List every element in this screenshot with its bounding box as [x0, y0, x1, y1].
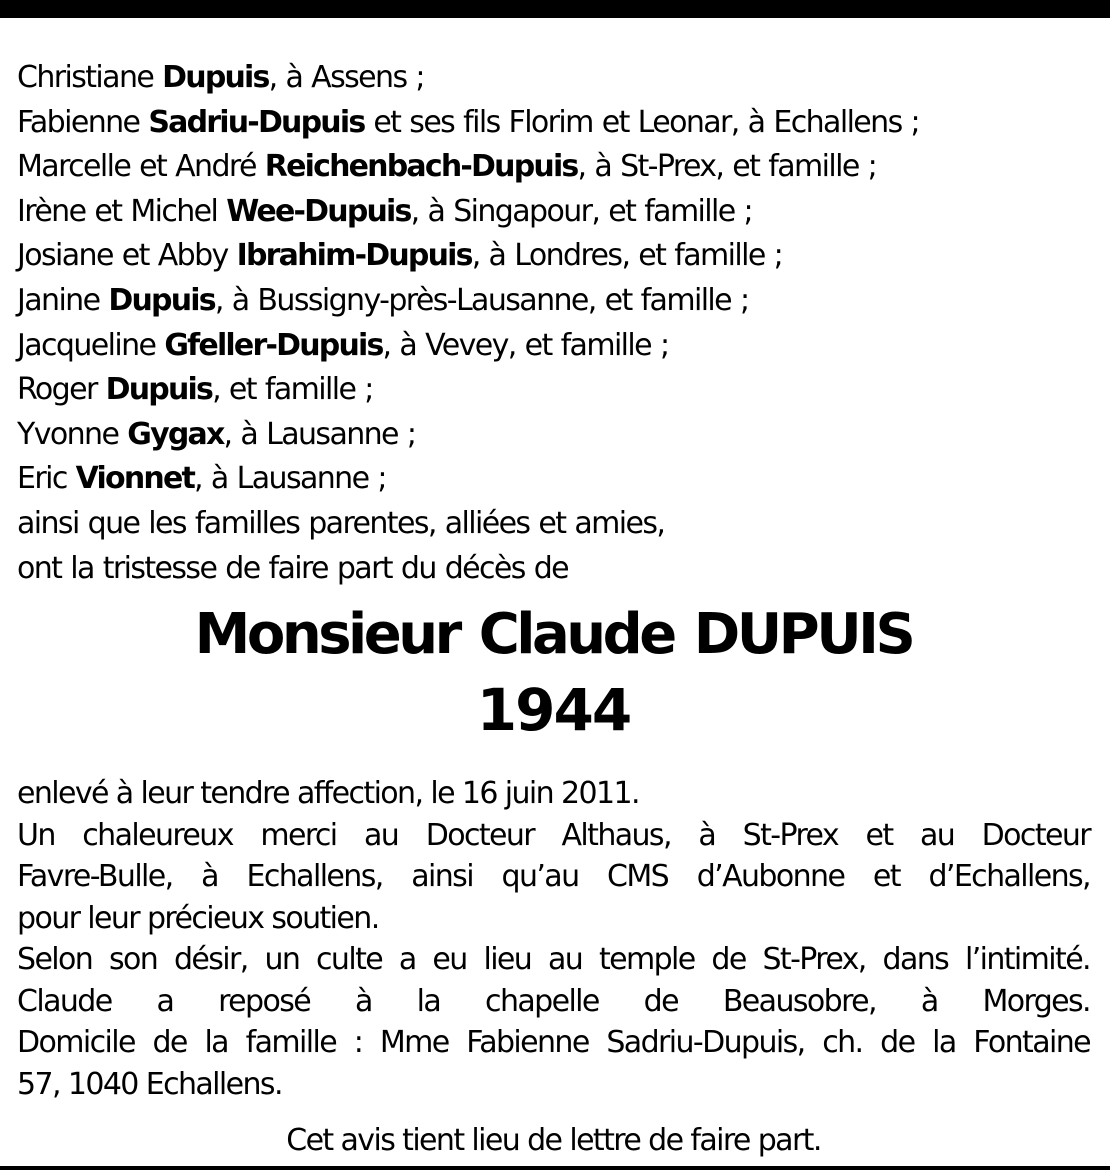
body-line: Domicile de la famille : Mme Fabienne Sadriu-Dupuis, ch. de la Fontaine [17, 1025, 1090, 1061]
member-surname: Vionnet [75, 461, 195, 497]
family-member-line [17, 457, 1090, 502]
body-line: Un chaleureux merci au Docteur Althaus, à St-Prex et au Docteur [17, 817, 1090, 853]
bottom-rule [0, 1166, 1110, 1170]
member-names: Eric [17, 461, 76, 497]
member-names: Roger [17, 372, 106, 408]
body-line: Selon son désir, un culte a eu lieu au temple de St-Prex, dans l’intimité. [17, 942, 1090, 978]
intro-line: ainsi que les familles parentes, alliées et amies, [17, 505, 665, 541]
body-line: pour leur précieux soutien. [17, 900, 379, 936]
family-member-line [17, 145, 1090, 190]
member-location: , à Assens ; [268, 60, 424, 95]
member-location: , à Bussigny-près-Lausanne, et famille ; [214, 282, 749, 318]
member-location: , à Singapour, et famille ; [410, 193, 753, 229]
member-surname: Dupuis [108, 282, 215, 318]
family-member-line [17, 56, 1090, 101]
family-member-line [17, 234, 1090, 279]
body-line: Favre-Bulle, à Echallens, ainsi qu’au CMS d’Aubonne et d’Echallens, [17, 859, 1090, 895]
member-surname: Dupuis [105, 372, 213, 408]
body-line: enlevé à leur tendre affection, le 16 juin 2011. [17, 776, 639, 812]
closing-note: Cet avis tient lieu de lettre de faire part. [286, 1123, 821, 1159]
deceased-name: Monsieur Claude DUPUIS [194, 602, 913, 668]
family-member-line [17, 368, 1090, 413]
body-line: Claude a reposé à la chapelle de Beausobre, à Morges. [17, 983, 1090, 1019]
member-names: Christiane [17, 60, 163, 95]
member-surname: Wee-Dupuis [226, 193, 411, 229]
obituary-notice [17, 56, 1090, 1163]
member-surname: Dupuis [162, 60, 269, 95]
family-list [17, 56, 1090, 502]
top-rule [0, 0, 1110, 18]
member-names: Janine [17, 282, 109, 318]
body-line: 57, 1040 Echallens. [17, 1066, 282, 1102]
member-location: et ses fils Florim et Leonar, à Echallens ; [364, 104, 920, 140]
member-surname: Reichenbach-Dupuis [264, 149, 578, 185]
intro-text [17, 502, 1090, 591]
family-member-line [17, 413, 1090, 458]
family-member-line [17, 324, 1090, 369]
deceased-block [17, 603, 1090, 743]
member-names: Jacqueline [17, 327, 165, 363]
member-names: Irène et Michel [17, 193, 227, 229]
member-location: , à Lausanne ; [223, 416, 416, 452]
deceased-birth-year: 1944 [476, 676, 631, 745]
member-location: , à Londres, et famille ; [471, 238, 783, 274]
member-names: Fabienne [17, 104, 149, 140]
member-names: Josiane et Abby [17, 238, 237, 274]
member-surname: Gfeller-Dupuis [164, 327, 383, 363]
member-location: , à Vevey, et famille ; [382, 327, 669, 363]
member-surname: Sadriu-Dupuis [148, 104, 365, 140]
notice-body [17, 773, 1090, 1105]
member-names: Marcelle et André [17, 149, 265, 185]
family-member-line [17, 190, 1090, 235]
family-member-line [17, 101, 1090, 146]
member-surname: Gygax [127, 416, 224, 452]
member-surname: Ibrahim-Dupuis [236, 238, 472, 274]
member-location: , à St-Prex, et famille ; [577, 149, 877, 185]
family-member-line [17, 279, 1090, 324]
member-names: Yvonne [17, 416, 128, 452]
member-location: , et famille ; [212, 372, 373, 408]
intro-line: ont la tristesse de faire part du décès de [17, 550, 569, 586]
member-location: , à Lausanne ; [194, 461, 386, 497]
